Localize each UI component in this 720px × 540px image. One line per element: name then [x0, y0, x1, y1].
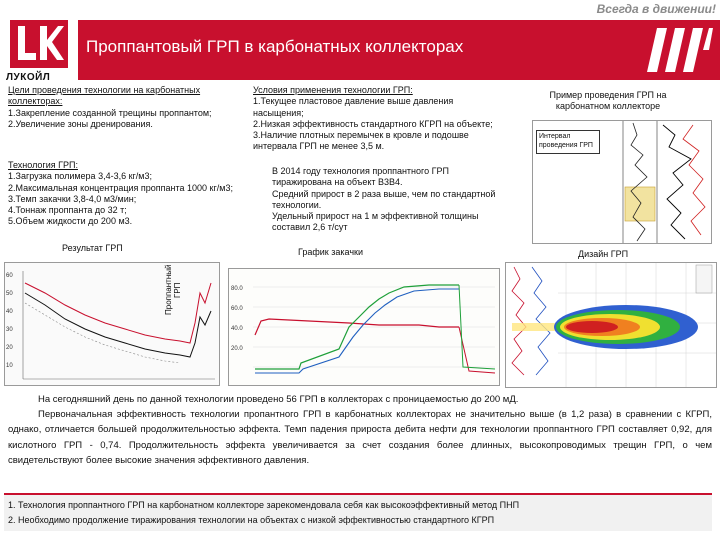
example-caption	[528, 90, 688, 112]
conditions-heading: Условия применения технологии ГРП:	[253, 85, 413, 95]
chart1-tick: 40	[6, 309, 13, 315]
technology-item: 4.Тоннаж проппанта до 32 т;	[8, 205, 127, 216]
conditions-line: насыщения;	[253, 107, 304, 118]
interval-label-line: Интервал	[539, 133, 571, 140]
conclusions-box	[4, 493, 712, 531]
design-caption: Дизайн ГРП	[578, 249, 629, 259]
results-line: Удельный прирост на 1 м эффективной толщины	[272, 211, 479, 222]
injection-chart	[228, 268, 500, 386]
chart1-tick: 60	[6, 273, 13, 279]
summary-paragraph: На сегодняшний день по данной технологии проведено 56 ГРП в коллекторах с проницаемостью до 200 мД.	[38, 394, 519, 405]
results-2014-block	[272, 166, 524, 234]
results-line: составил 2,6 т/сут	[272, 222, 348, 233]
summary-text	[8, 392, 712, 468]
vertical-caption: Проппантный ГРП	[164, 264, 182, 316]
chart2-tick: 80.0	[231, 286, 243, 292]
technology-item: 5.Объем жидкости до 200 м3.	[8, 216, 133, 227]
conditions-line: 1.Текущее пластовое давление выше давления	[253, 96, 454, 107]
chart2-tick: 60.0	[231, 306, 243, 312]
conditions-line: 2.Низкая эффективность стандартного КГРП на объекте;	[253, 118, 493, 129]
results-line: технологии.	[272, 199, 322, 210]
conditions-block	[253, 85, 528, 153]
goals-heading: Цели проведения технологии на карбонатных коллекторах:	[8, 85, 201, 107]
conclusion-item: 2. Необходимо продолжение тиражирования технологии на объектах с низкой эффективностью стандартного КГРП	[8, 515, 495, 525]
conclusion-item: 1. Технология проппантного ГРП на карбонатном коллекторе зарекомендовала себя как высокоэффективный метод ПНП	[8, 500, 520, 510]
summary-paragraph: Первоначальная эффективность технологии пропантного ГРП в карбонатных коллекторах не значительно выше (в 1,2 раза) в сравнении с КГРП, однако, отличается большей продолжительностью эффекта. Темп падения прироста дебита нефти для технологии проппантного ГРП составляет 0,92, для кислотного ГРП - 0,74. Продолжительность эффекта увеличивается за счет создания более длинных, высокопроводимых трещин ГРП, о чем свидетельствуют более высокие значения эффективного давления.	[8, 409, 712, 466]
chart1-tick: 30	[6, 327, 13, 333]
conditions-line: 3.Наличие плотных перемычек в кровле и подошве	[253, 130, 469, 141]
chart2-tick: 40.0	[231, 326, 243, 332]
results-line: Средний прирост в 2 раза выше, чем по стандартной	[272, 188, 496, 199]
chart1-tick: 10	[6, 363, 13, 369]
goals-item: 2.Увеличение зоны дренирования.	[8, 118, 153, 129]
chart1-tick: 50	[6, 291, 13, 297]
design-chart	[505, 262, 717, 388]
injection-caption: График закачки	[298, 247, 363, 257]
results-line: В 2014 году технология проппантного ГРП	[272, 166, 449, 176]
chart1-tick: 20	[6, 345, 13, 351]
page-title: Проппантовый ГРП в карбонатных коллекторах	[86, 37, 464, 56]
result-caption: Результат ГРП	[62, 243, 123, 253]
result-chart	[4, 262, 220, 386]
interval-label-line: проведения ГРП	[539, 142, 593, 149]
technology-item: 2.Максимальная концентрация проппанта 1000 кг/м3;	[8, 182, 233, 193]
tagline: Всегда в движении!	[596, 2, 716, 16]
results-line: тиражирована на объект В3В4.	[272, 177, 403, 188]
goals-item: 1.Закрепление созданной трещины проппантом;	[8, 107, 212, 118]
technology-block	[8, 160, 268, 228]
chart2-tick: 20.0	[231, 346, 243, 352]
technology-item: 3.Темп закачки 3,8-4,0 м3/мин;	[8, 193, 137, 204]
conditions-line: интервала ГРП не менее 3,5 м.	[253, 141, 385, 152]
brand-name: ЛУКОЙЛ	[6, 72, 51, 83]
technology-item: 1.Загрузка полимера 3,4-3,6 кг/м3;	[8, 171, 152, 182]
goals-block	[8, 85, 248, 130]
example-caption-line: карбонатном коллекторе	[555, 101, 661, 111]
technology-heading: Технология ГРП:	[8, 160, 78, 170]
interval-label	[536, 130, 600, 154]
example-caption-line: Пример проведения ГРП на	[549, 90, 667, 100]
chevron-arrows-icon	[645, 22, 715, 78]
